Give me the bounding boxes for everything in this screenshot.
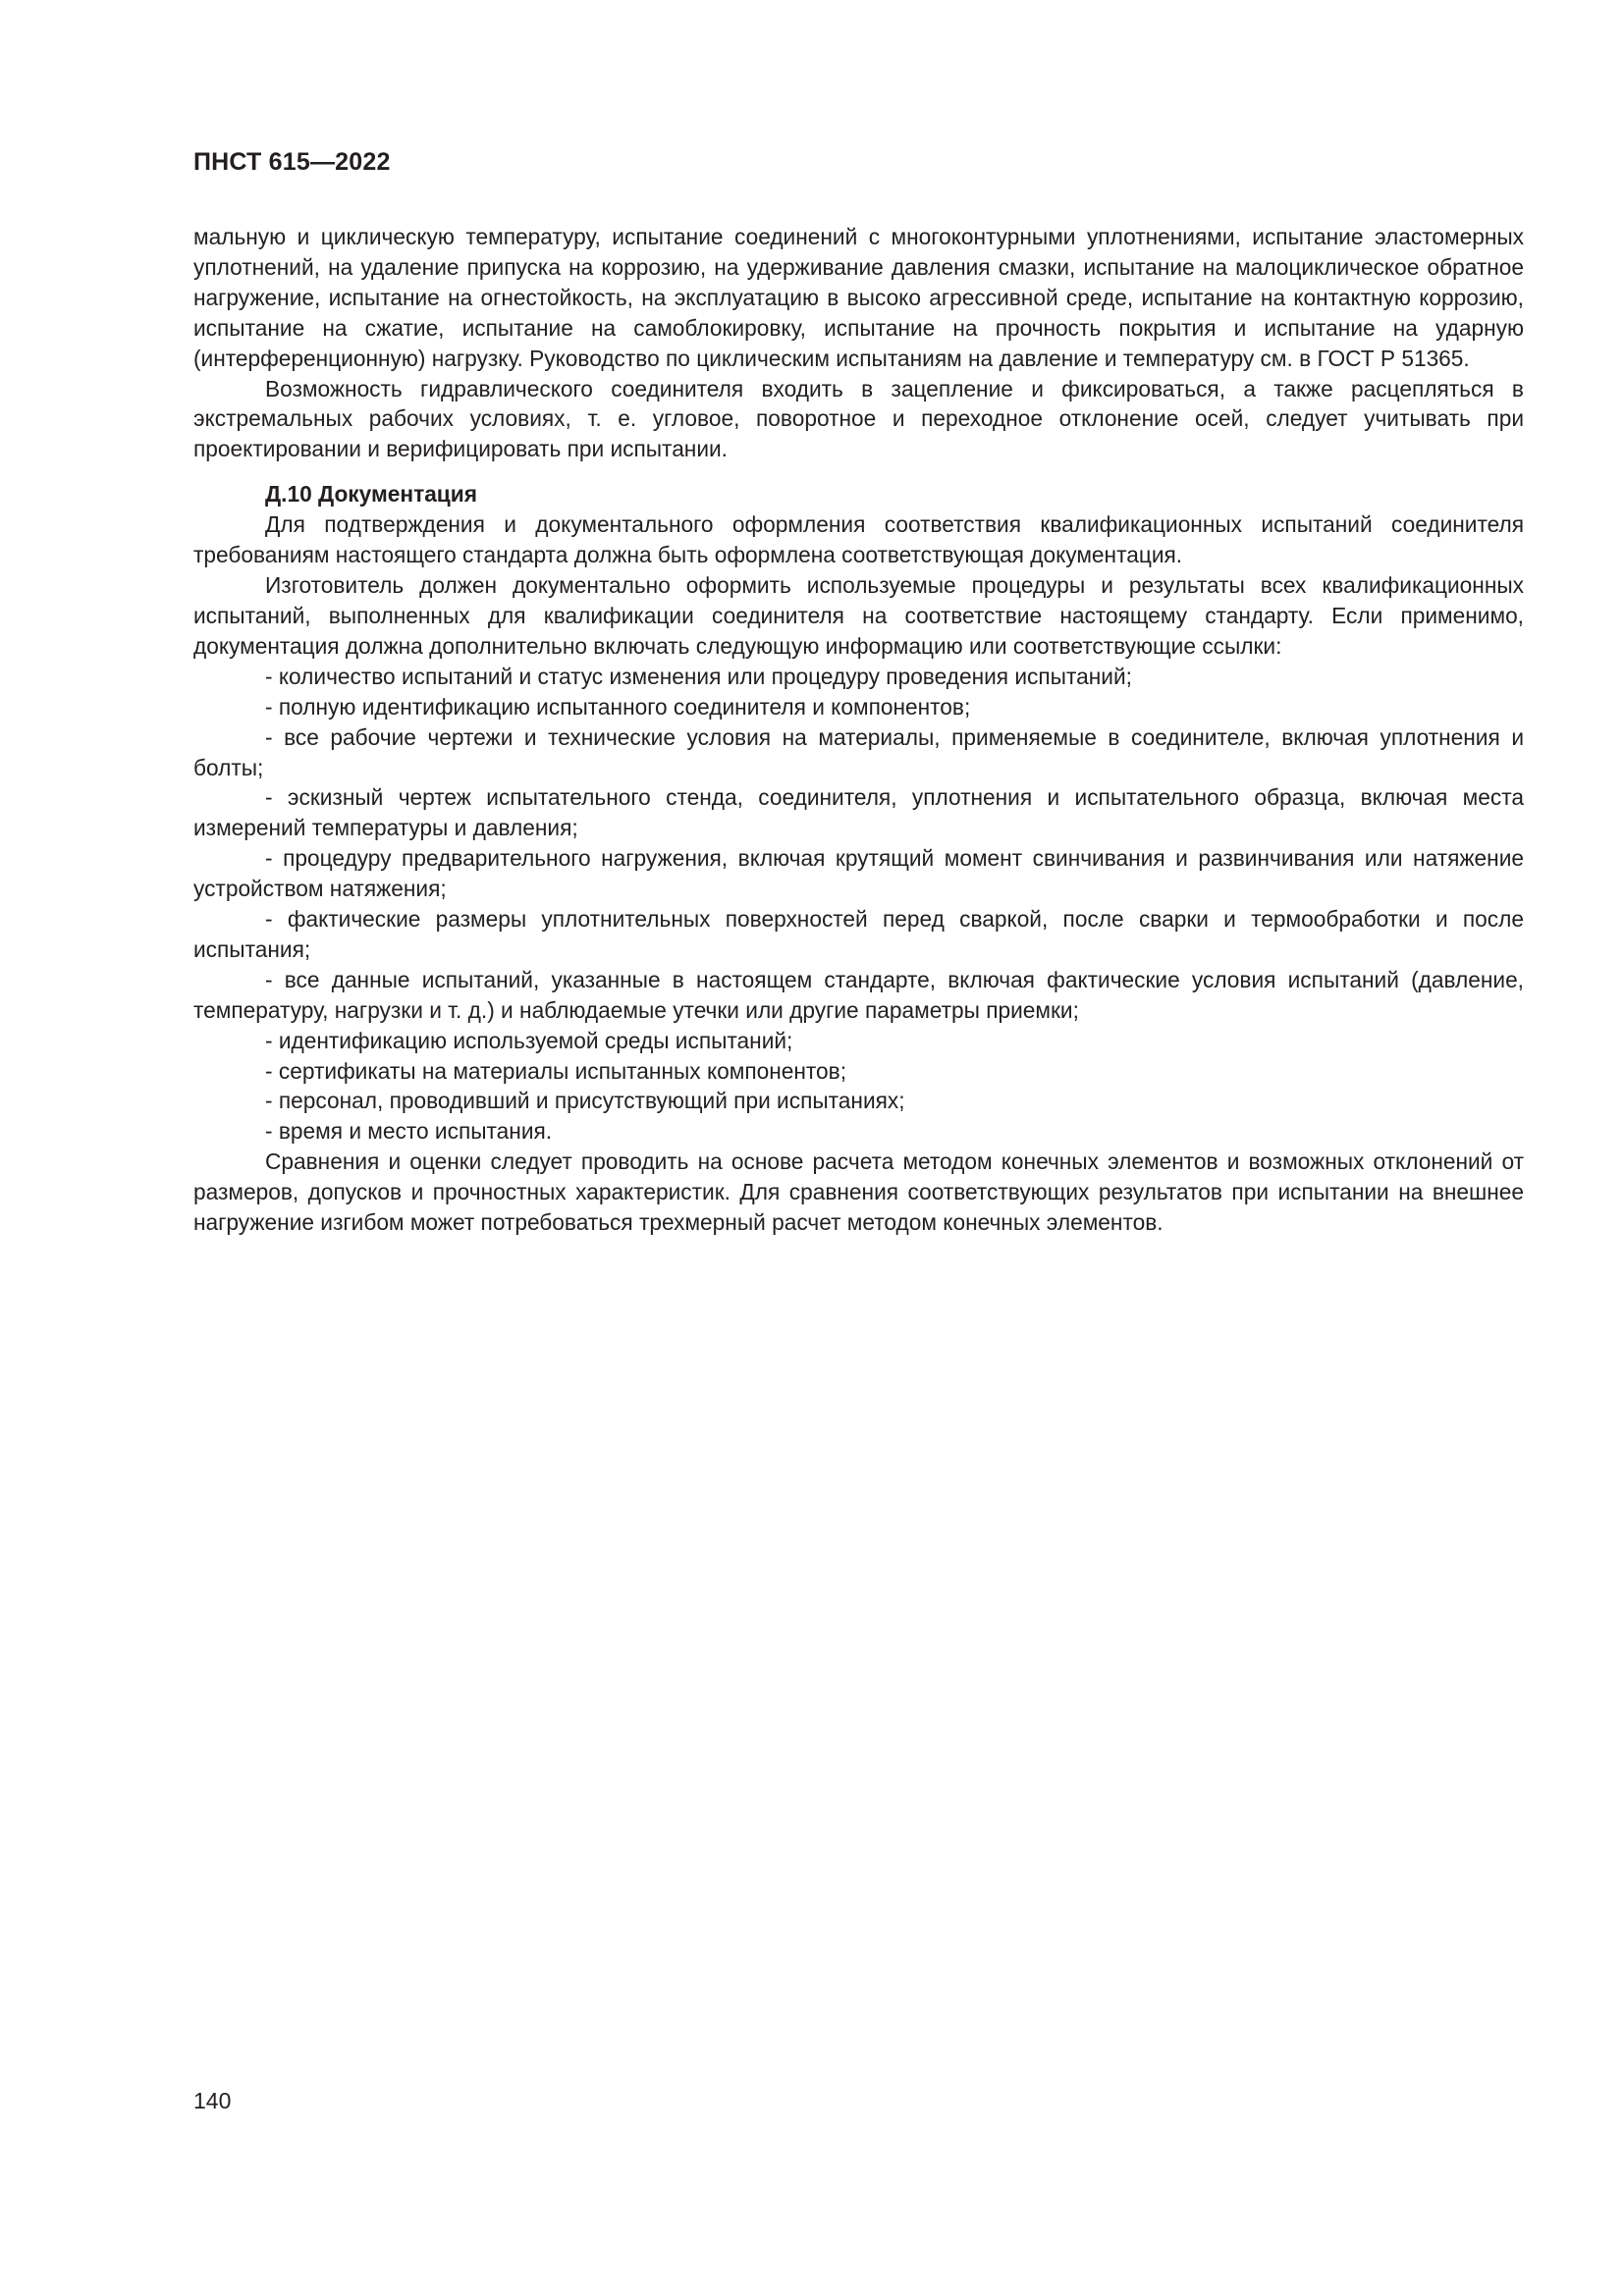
page-content [193, 222, 1524, 1238]
list-item: - время и место испытания. [265, 1118, 553, 1145]
list-item: - идентификацию используемой среды испытаний; [265, 1027, 793, 1053]
list-item: - все данные испытаний, указанные в настоящем стандарте, включая фактические условия испытаний (давление, температуру, нагрузки и т. д.) и наблюдаемые утечки или другие параметры приемки; [193, 966, 1524, 1023]
section-title-documentation: Д.10 Документация [265, 481, 477, 507]
paragraph-hydraulic-connector: Возможность гидравлического соединителя входить в зацепление и фиксироваться, а также расцепляться в экстремальных рабочих условиях, т. е. угловое, поворотное и переходное отклонение осей, следует учитывать при проектировании и верифицировать при испытании. [193, 375, 1524, 462]
list-item: - все рабочие чертежи и технические условия на материалы, применяемые в соединителе, включая уплотнения и болты; [193, 723, 1524, 780]
list-item: - персонал, проводивший и присутствующий при испытаниях; [265, 1088, 905, 1114]
list-item: - сертификаты на материалы испытанных компонентов; [265, 1057, 847, 1084]
list-item: - количество испытаний и статус изменения или процедуру проведения испытаний; [265, 663, 1132, 689]
paragraph-documentation-purpose: Для подтверждения и документального оформления соответствия квалификационных испытаний соединителя требованиям настоящего стандарта должна быть оформлена соответствующая документация. [193, 511, 1524, 568]
page-number: 140 [193, 2088, 232, 2113]
paragraph-closing: Сравнения и оценки следует проводить на основе расчета методом конечных элементов и возможных отклонений от размеров, допусков и прочностных характеристик. Для сравнения соответствующих результатов при испытании на внешнее нагружение изгибом может потребоваться трехмерный расчет методом конечных элементов. [193, 1148, 1524, 1236]
list-item: - полную идентификацию испытанного соединителя и компонентов; [265, 693, 971, 720]
document-id-header: ПНСТ 615—2022 [193, 148, 391, 176]
paragraph-manufacturer-requirements: Изготовитель должен документально оформить используемые процедуры и результаты всех квалификационных испытаний, выполненных для квалификации соединителя на соответствие настоящему стандарту. Если применимо, документация должна дополнительно включать следующую информацию или соответствующие ссылки: [193, 572, 1524, 659]
list-item: - фактические размеры уплотнительных поверхностей перед сваркой, после сварки и термообработки и после испытания; [193, 906, 1524, 962]
list-item: - эскизный чертеж испытательного стенда, соединителя, уплотнения и испытательного образца, включая места измерений температуры и давления; [193, 784, 1524, 841]
list-item: - процедуру предварительного нагружения, включая крутящий момент свинчивания и развинчивания или натяжение устройством натяжения; [193, 845, 1524, 902]
paragraph-continuation: мальную и циклическую температуру, испытание соединений с многоконтурными уплотнениями, испытание эластомерных уплотнений, на удаление припуска на коррозию, на удерживание давления смазки, испытание на малоциклическое обратное нагружение, испытание на огнестойкость, на эксплуатацию в высоко агрессивной среде, испытание на контактную коррозию, испытание на сжатие, испытание на самоблокировку, испытание на прочность покрытия и испытание на ударную (интерференционную) нагрузку. Руководство по циклическим испытаниям на давление и температуру см. в ГОСТ Р 51365. [193, 224, 1524, 371]
